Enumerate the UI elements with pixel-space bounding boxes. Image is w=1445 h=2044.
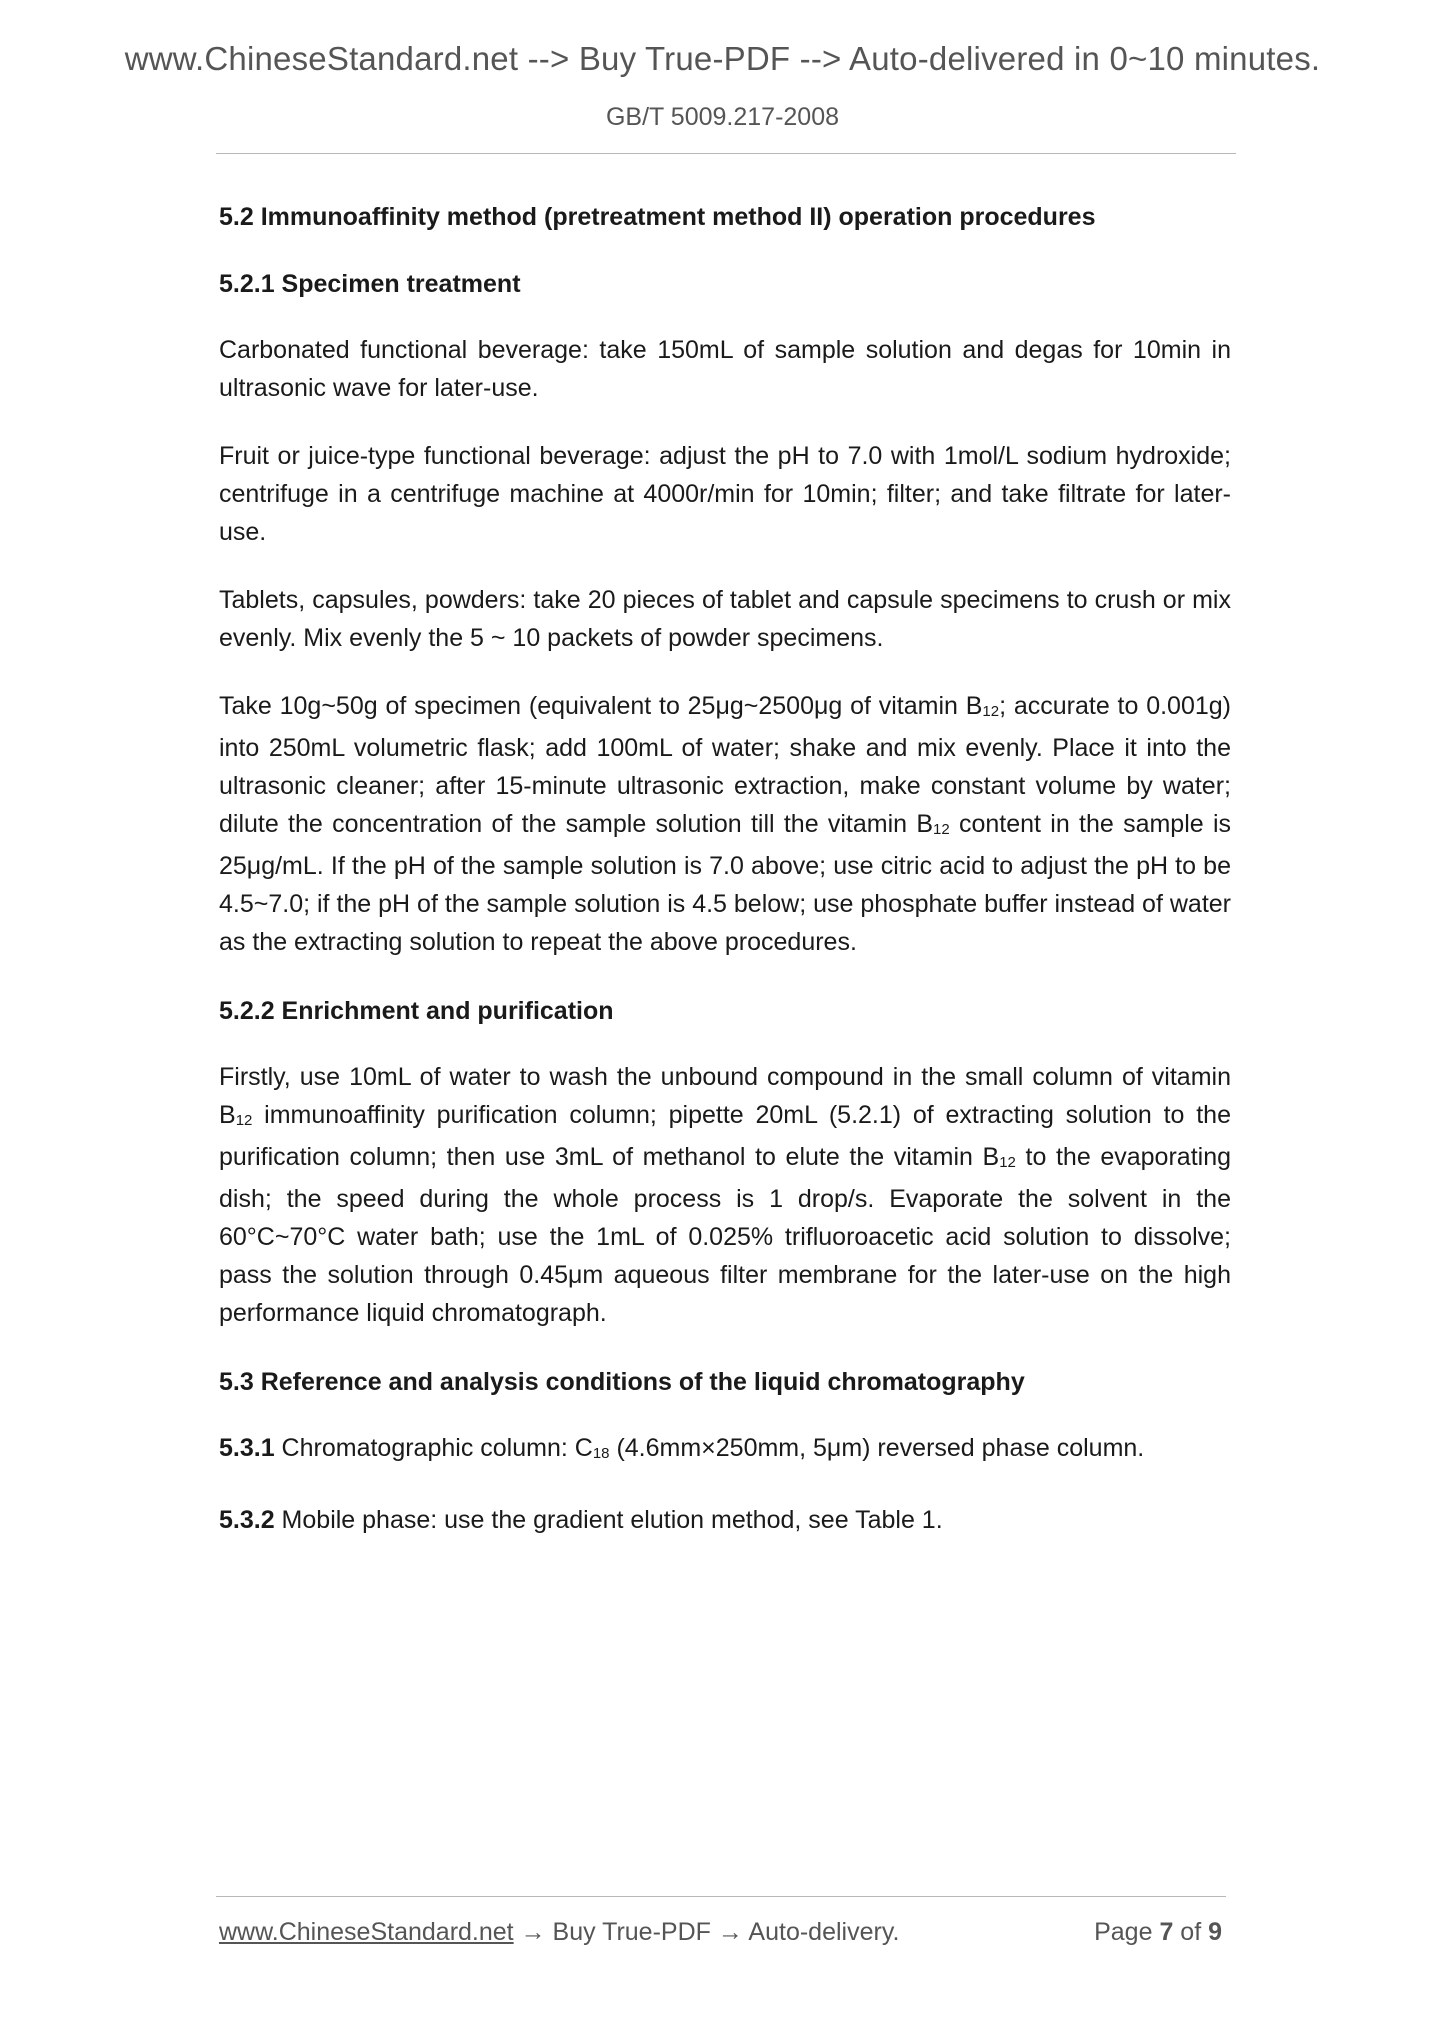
section-5-3-heading: 5.3 Reference and analysis conditions of the liquid chromatography xyxy=(219,1368,1025,1396)
clause-number: 5.3.1 xyxy=(219,1434,275,1462)
subscript: 12 xyxy=(999,1154,1016,1171)
text-run: Mobile phase: use the gradient elution method, see Table 1. xyxy=(274,1506,943,1534)
section-5-2-1-heading: 5.2.1 Specimen treatment xyxy=(219,270,521,298)
section-5-2-2-heading: 5.2.2 Enrichment and purification xyxy=(219,997,614,1025)
clause-number: 5.3.2 xyxy=(219,1506,275,1534)
subscript: 12 xyxy=(933,821,950,838)
footer-divider xyxy=(216,1896,1226,1897)
paragraph-enrichment xyxy=(219,1058,1231,1332)
page-indicator xyxy=(1094,1918,1222,1947)
page-number: 7 xyxy=(1159,1918,1174,1946)
text-run: to the evaporating dish; the speed during the whole process is 1 drop/s. Evaporate the solvent in the 60°C~70°C water bath; use the 1mL of 0.025% trifluoroacetic acid solution to dissolve; pass the solution through 0.45μm aqueous filter membrane for the later-use on the high performance liquid chromatograph. xyxy=(219,1143,1231,1327)
of-label: of xyxy=(1173,1918,1209,1946)
paragraph-tablets: Tablets, capsules, powders: take 20 pieces of tablet and capsule specimens to crush or mix evenly. Mix evenly the 5 ~ 10 packets of powder specimens. xyxy=(219,586,1231,652)
footer-site-link[interactable]: www.ChineseStandard.net xyxy=(219,1918,514,1946)
subscript: 12 xyxy=(982,703,1000,720)
text-run: Take 10g~50g of specimen (equivalent to 25μg~2500μg of vitamin B xyxy=(219,692,983,720)
footer-links xyxy=(219,1918,899,1947)
page-total: 9 xyxy=(1208,1918,1222,1946)
footer-delivery-text: Auto-delivery. xyxy=(748,1918,900,1946)
header-banner: www.ChineseStandard.net --> Buy True-PDF --> Auto-delivered in 0~10 minutes. xyxy=(124,40,1321,77)
section-5-2-heading: 5.2 Immunoaffinity method (pretreatment method II) operation procedures xyxy=(219,203,1096,231)
document-body xyxy=(219,200,1231,1539)
paragraph-5-3-2 xyxy=(219,1501,1231,1539)
text-run: content in the sample is 25μg/mL. If the pH of the sample solution is 7.0 above; use citric acid to adjust the pH to be 4.5~7.0; if the pH of the sample solution is 4.5 below; use phosphate buffer instead of water as the extracting solution to repeat the above procedures. xyxy=(219,810,1231,956)
paragraph-5-3-1 xyxy=(219,1429,1231,1471)
header-divider xyxy=(216,153,1236,154)
text-run: ; accurate to 0.001g) into 250mL volumetric flask; add 100mL of water; shake and mix evenly. Place it into the ultrasonic cleaner; after 15-minute ultrasonic extraction, make constant volume by water; dilute the concentration of the sample solution till the vitamin B xyxy=(219,692,1231,838)
text-run: Chromatographic column: C xyxy=(274,1434,593,1462)
text-run: Firstly, use 10mL of water to wash the unbound compound in the small column of vitamin B xyxy=(219,1063,1231,1129)
text-run: immunoaffinity purification column; pipette 20mL (5.2.1) of extracting solution to the purification column; then use 3mL of methanol to elute the vitamin B xyxy=(219,1101,1231,1171)
footer-buy-text: Buy True-PDF xyxy=(552,1918,711,1946)
subscript: 12 xyxy=(235,1112,253,1129)
arrow-icon: → xyxy=(710,1918,749,1946)
text-run: (4.6mm×250mm, 5μm) reversed phase column. xyxy=(609,1434,1145,1462)
arrow-icon: → xyxy=(513,1918,553,1946)
paragraph-carbonated: Carbonated functional beverage: take 150mL of sample solution and degas for 10min in ultrasonic wave for later-use. xyxy=(219,336,1231,402)
standard-number: GB/T 5009.217-2008 xyxy=(605,103,840,131)
page-label: Page xyxy=(1094,1918,1160,1946)
subscript: 18 xyxy=(592,1445,610,1462)
paragraph-fruit-juice: Fruit or juice-type functional beverage: adjust the pH to 7.0 with 1mol/L sodium hydroxide; centrifuge in a centrifuge machine at 4000r/min for 10min; filter; and take filtrate for later-use. xyxy=(219,442,1231,546)
paragraph-specimen-procedure xyxy=(219,687,1231,961)
